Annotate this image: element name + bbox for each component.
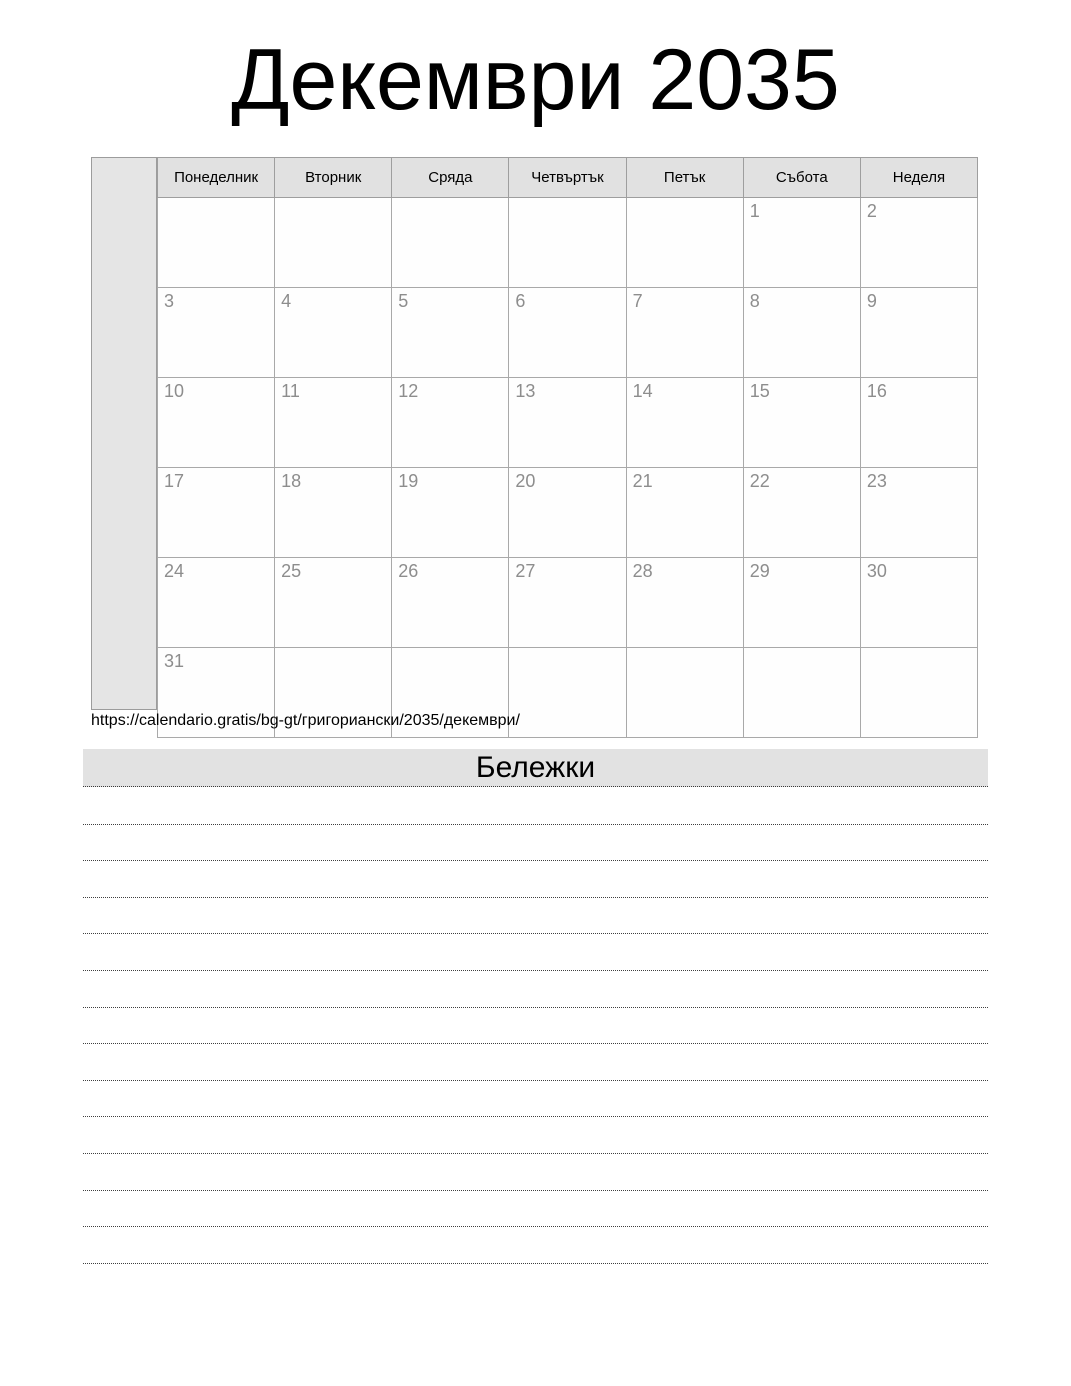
weekday-header-wednesday: Сряда — [392, 158, 509, 198]
day-cell — [275, 198, 392, 288]
day-cell: 13 — [509, 378, 626, 468]
calendar-week-row — [158, 288, 978, 378]
day-cell: 4 — [275, 288, 392, 378]
day-cell: 16 — [860, 378, 977, 468]
note-line — [83, 1081, 988, 1118]
calendar-week-row — [158, 198, 978, 288]
weekday-header-monday: Понеделник — [158, 158, 275, 198]
day-cell: 15 — [743, 378, 860, 468]
weekday-header-friday: Петък — [626, 158, 743, 198]
note-line — [83, 934, 988, 971]
day-cell — [626, 198, 743, 288]
note-line — [83, 788, 988, 825]
notes-title: Бележки — [475, 751, 596, 784]
calendar-week-row — [158, 558, 978, 648]
day-cell: 28 — [626, 558, 743, 648]
weekday-header-thursday: Четвъртък — [509, 158, 626, 198]
day-cell: 21 — [626, 468, 743, 558]
day-cell — [743, 648, 860, 738]
day-cell: 2 — [860, 198, 977, 288]
note-line — [83, 861, 988, 898]
note-line — [83, 1008, 988, 1045]
day-cell: 18 — [275, 468, 392, 558]
calendar-table — [157, 157, 978, 738]
day-cell — [392, 198, 509, 288]
day-cell: 9 — [860, 288, 977, 378]
day-cell — [860, 648, 977, 738]
day-cell: 26 — [392, 558, 509, 648]
day-cell: 30 — [860, 558, 977, 648]
day-cell — [158, 198, 275, 288]
day-cell: 7 — [626, 288, 743, 378]
note-line — [83, 825, 988, 862]
weekday-header-sunday: Неделя — [860, 158, 977, 198]
weekday-header-tuesday: Вторник — [275, 158, 392, 198]
day-cell: 3 — [158, 288, 275, 378]
day-cell — [509, 198, 626, 288]
notes-section-header — [83, 749, 988, 787]
day-cell: 20 — [509, 468, 626, 558]
day-cell: 11 — [275, 378, 392, 468]
calendar — [91, 157, 978, 710]
day-cell: 24 — [158, 558, 275, 648]
day-cell — [626, 648, 743, 738]
note-line — [83, 1154, 988, 1191]
page-title: Декември 2035 — [231, 32, 840, 128]
day-cell: 27 — [509, 558, 626, 648]
day-cell: 14 — [626, 378, 743, 468]
day-cell: 17 — [158, 468, 275, 558]
note-line — [83, 971, 988, 1008]
calendar-source-url-link[interactable]: https://calendario.gratis/bg-gt/григориански/2035/декември/ — [91, 712, 520, 729]
weekday-header-row — [158, 158, 978, 198]
note-line — [83, 1227, 988, 1264]
day-cell: 23 — [860, 468, 977, 558]
note-line — [83, 898, 988, 935]
note-line — [83, 1044, 988, 1081]
notes-lines — [83, 788, 988, 1264]
day-cell: 10 — [158, 378, 275, 468]
day-cell: 8 — [743, 288, 860, 378]
day-cell: 1 — [743, 198, 860, 288]
day-cell: 6 — [509, 288, 626, 378]
day-cell: 31 — [158, 648, 275, 738]
day-cell: 12 — [392, 378, 509, 468]
note-line — [83, 1117, 988, 1154]
day-cell: 22 — [743, 468, 860, 558]
day-cell: 19 — [392, 468, 509, 558]
day-cell — [509, 648, 626, 738]
calendar-week-row — [158, 378, 978, 468]
day-cell: 25 — [275, 558, 392, 648]
note-line — [83, 1191, 988, 1228]
week-number-column — [91, 157, 157, 710]
calendar-week-row — [158, 468, 978, 558]
day-cell: 29 — [743, 558, 860, 648]
day-cell: 5 — [392, 288, 509, 378]
weekday-header-saturday: Събота — [743, 158, 860, 198]
